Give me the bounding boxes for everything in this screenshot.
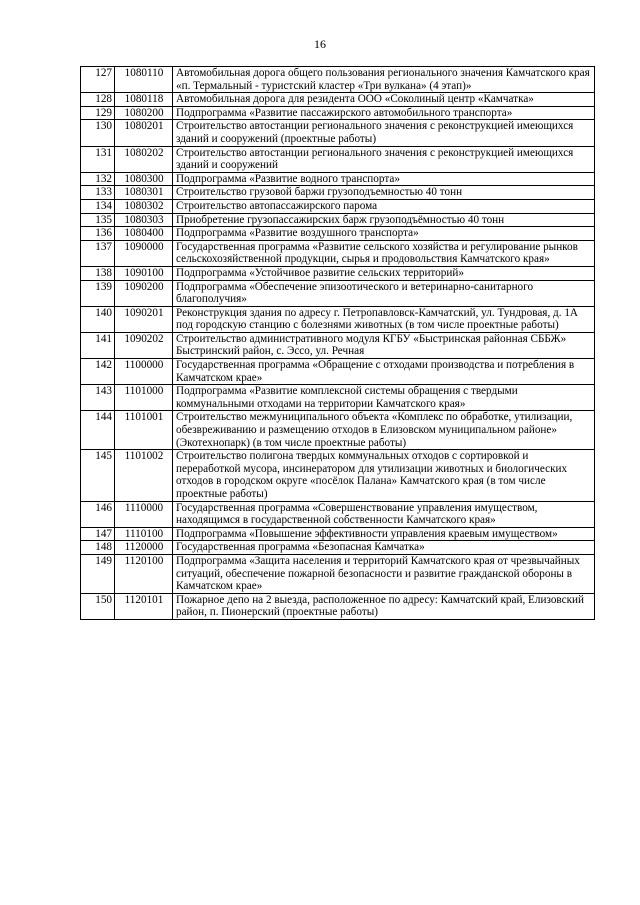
table-row bbox=[81, 266, 595, 280]
table-row bbox=[81, 146, 595, 172]
row-code-cell: 1080202 bbox=[115, 146, 173, 172]
row-name-cell: Пожарное депо на 2 выезда, расположенное по адресу: Камчатский край, Елизовский район, п. Пионерский (проектные работы) bbox=[173, 593, 595, 619]
row-name-cell: Подпрограмма «Защита населения и территорий Камчатского края от чрезвычайных ситуаций, обеспечение пожарной безопасности и развитие гражданской обороны в Камчатском крае» bbox=[173, 554, 595, 593]
row-name-cell: Подпрограмма «Устойчивое развитие сельских территорий» bbox=[173, 266, 595, 280]
row-number-cell: 127 bbox=[81, 67, 115, 93]
row-number-cell: 144 bbox=[81, 411, 115, 450]
row-code-cell: 1120000 bbox=[115, 541, 173, 555]
row-code-cell: 1080301 bbox=[115, 186, 173, 200]
table-row bbox=[81, 332, 595, 358]
row-code-cell: 1090000 bbox=[115, 240, 173, 266]
row-number-cell: 133 bbox=[81, 186, 115, 200]
row-number-cell: 132 bbox=[81, 172, 115, 186]
table-row bbox=[81, 541, 595, 555]
row-name-cell: Подпрограмма «Развитие воздушного транспорта» bbox=[173, 227, 595, 241]
table-row bbox=[81, 385, 595, 411]
row-number-cell: 142 bbox=[81, 359, 115, 385]
row-number-cell: 141 bbox=[81, 332, 115, 358]
row-code-cell: 1101000 bbox=[115, 385, 173, 411]
row-name-cell: Приобретение грузопассажирских барж грузоподъёмностью 40 тонн bbox=[173, 213, 595, 227]
row-code-cell: 1101001 bbox=[115, 411, 173, 450]
row-code-cell: 1090201 bbox=[115, 306, 173, 332]
table-row bbox=[81, 306, 595, 332]
row-number-cell: 150 bbox=[81, 593, 115, 619]
table-row bbox=[81, 411, 595, 450]
row-number-cell: 145 bbox=[81, 450, 115, 501]
table-row bbox=[81, 527, 595, 541]
table-row bbox=[81, 359, 595, 385]
table-row bbox=[81, 67, 595, 93]
table-row bbox=[81, 172, 595, 186]
row-code-cell: 1080300 bbox=[115, 172, 173, 186]
row-code-cell: 1080302 bbox=[115, 199, 173, 213]
row-number-cell: 147 bbox=[81, 527, 115, 541]
row-name-cell: Строительство грузовой баржи грузоподъемностью 40 тонн bbox=[173, 186, 595, 200]
table-row bbox=[81, 227, 595, 241]
row-number-cell: 136 bbox=[81, 227, 115, 241]
row-code-cell: 1101002 bbox=[115, 450, 173, 501]
row-number-cell: 148 bbox=[81, 541, 115, 555]
row-code-cell: 1090100 bbox=[115, 266, 173, 280]
row-code-cell: 1090200 bbox=[115, 280, 173, 306]
table-row bbox=[81, 501, 595, 527]
row-code-cell: 1080201 bbox=[115, 120, 173, 146]
row-name-cell: Строительство автостанции регионального значения с реконструкцией имеющихся зданий и сооружений bbox=[173, 146, 595, 172]
row-number-cell: 131 bbox=[81, 146, 115, 172]
row-number-cell: 140 bbox=[81, 306, 115, 332]
row-number-cell: 130 bbox=[81, 120, 115, 146]
row-code-cell: 1080400 bbox=[115, 227, 173, 241]
row-number-cell: 137 bbox=[81, 240, 115, 266]
document-table bbox=[80, 66, 595, 620]
row-code-cell: 1080200 bbox=[115, 106, 173, 120]
row-code-cell: 1110100 bbox=[115, 527, 173, 541]
row-name-cell: Строительство автопассажирского парома bbox=[173, 199, 595, 213]
page-number: 16 bbox=[314, 37, 326, 51]
row-number-cell: 138 bbox=[81, 266, 115, 280]
table-row bbox=[81, 554, 595, 593]
row-name-cell: Реконструкция здания по адресу г. Петропавловск-Камчатский, ул. Тундровая, д. 1А под городскую станцию с болезнями животных (в том числе проектные работы) bbox=[173, 306, 595, 332]
row-name-cell: Строительство автостанции регионального значения с реконструкцией имеющихся зданий и сооружений (проектные работы) bbox=[173, 120, 595, 146]
table-row bbox=[81, 93, 595, 107]
table-row bbox=[81, 199, 595, 213]
table-body bbox=[81, 67, 595, 620]
row-number-cell: 135 bbox=[81, 213, 115, 227]
row-number-cell: 149 bbox=[81, 554, 115, 593]
table-row bbox=[81, 120, 595, 146]
table-row bbox=[81, 106, 595, 120]
row-name-cell: Подпрограмма «Повышение эффективности управления краевым имуществом» bbox=[173, 527, 595, 541]
row-code-cell: 1120100 bbox=[115, 554, 173, 593]
row-number-cell: 143 bbox=[81, 385, 115, 411]
table-row bbox=[81, 240, 595, 266]
row-name-cell: Строительство административного модуля КГБУ «Быстринская районная СББЖ» Быстринский район, с. Эссо, ул. Речная bbox=[173, 332, 595, 358]
row-code-cell: 1080118 bbox=[115, 93, 173, 107]
row-name-cell: Подпрограмма «Развитие пассажирского автомобильного транспорта» bbox=[173, 106, 595, 120]
row-code-cell: 1120101 bbox=[115, 593, 173, 619]
row-name-cell: Строительство межмуниципального объекта «Комплекс по обработке, утилизации, обезвреживанию и размещению отходов в Елизовском муниципальном районе» (Экотехнопарк) (в том числе проектные работы) bbox=[173, 411, 595, 450]
table-row bbox=[81, 213, 595, 227]
table-row bbox=[81, 186, 595, 200]
row-code-cell: 1110000 bbox=[115, 501, 173, 527]
row-code-cell: 1090202 bbox=[115, 332, 173, 358]
row-code-cell: 1080110 bbox=[115, 67, 173, 93]
row-name-cell: Подпрограмма «Развитие водного транспорта» bbox=[173, 172, 595, 186]
row-number-cell: 139 bbox=[81, 280, 115, 306]
row-name-cell: Подпрограмма «Развитие комплексной системы обращения с твердыми коммунальными отходами на территории Камчатского края» bbox=[173, 385, 595, 411]
row-number-cell: 128 bbox=[81, 93, 115, 107]
row-number-cell: 134 bbox=[81, 199, 115, 213]
row-name-cell: Автомобильная дорога для резидента ООО «Соколиный центр «Камчатка» bbox=[173, 93, 595, 107]
row-name-cell: Подпрограмма «Обеспечение эпизоотического и ветеринарно-санитарного благополучия» bbox=[173, 280, 595, 306]
row-name-cell: Строительство полигона твердых коммунальных отходов с сортировкой и переработкой мусора, инсинератором для утилизации животных и биологических отходов в городском округе «посёлок Палана» Камчатского края (в том числе проектные работы) bbox=[173, 450, 595, 501]
row-name-cell: Государственная программа «Развитие сельского хозяйства и регулирование рынков сельскохозяйственной продукции, сырья и продовольствия Камчатского края» bbox=[173, 240, 595, 266]
row-name-cell: Государственная программа «Обращение с отходами производства и потребления в Камчатском крае» bbox=[173, 359, 595, 385]
row-name-cell: Государственная программа «Безопасная Камчатка» bbox=[173, 541, 595, 555]
row-name-cell: Государственная программа «Совершенствование управления имуществом, находящимся в государственной собственности Камчатского края» bbox=[173, 501, 595, 527]
table-row bbox=[81, 450, 595, 501]
table-row bbox=[81, 280, 595, 306]
row-number-cell: 146 bbox=[81, 501, 115, 527]
row-name-cell: Автомобильная дорога общего пользования регионального значения Камчатского края «п. Термальный - туристский кластер «Три вулкана» (4 этап)» bbox=[173, 67, 595, 93]
row-code-cell: 1080303 bbox=[115, 213, 173, 227]
table-row bbox=[81, 593, 595, 619]
row-number-cell: 129 bbox=[81, 106, 115, 120]
row-code-cell: 1100000 bbox=[115, 359, 173, 385]
